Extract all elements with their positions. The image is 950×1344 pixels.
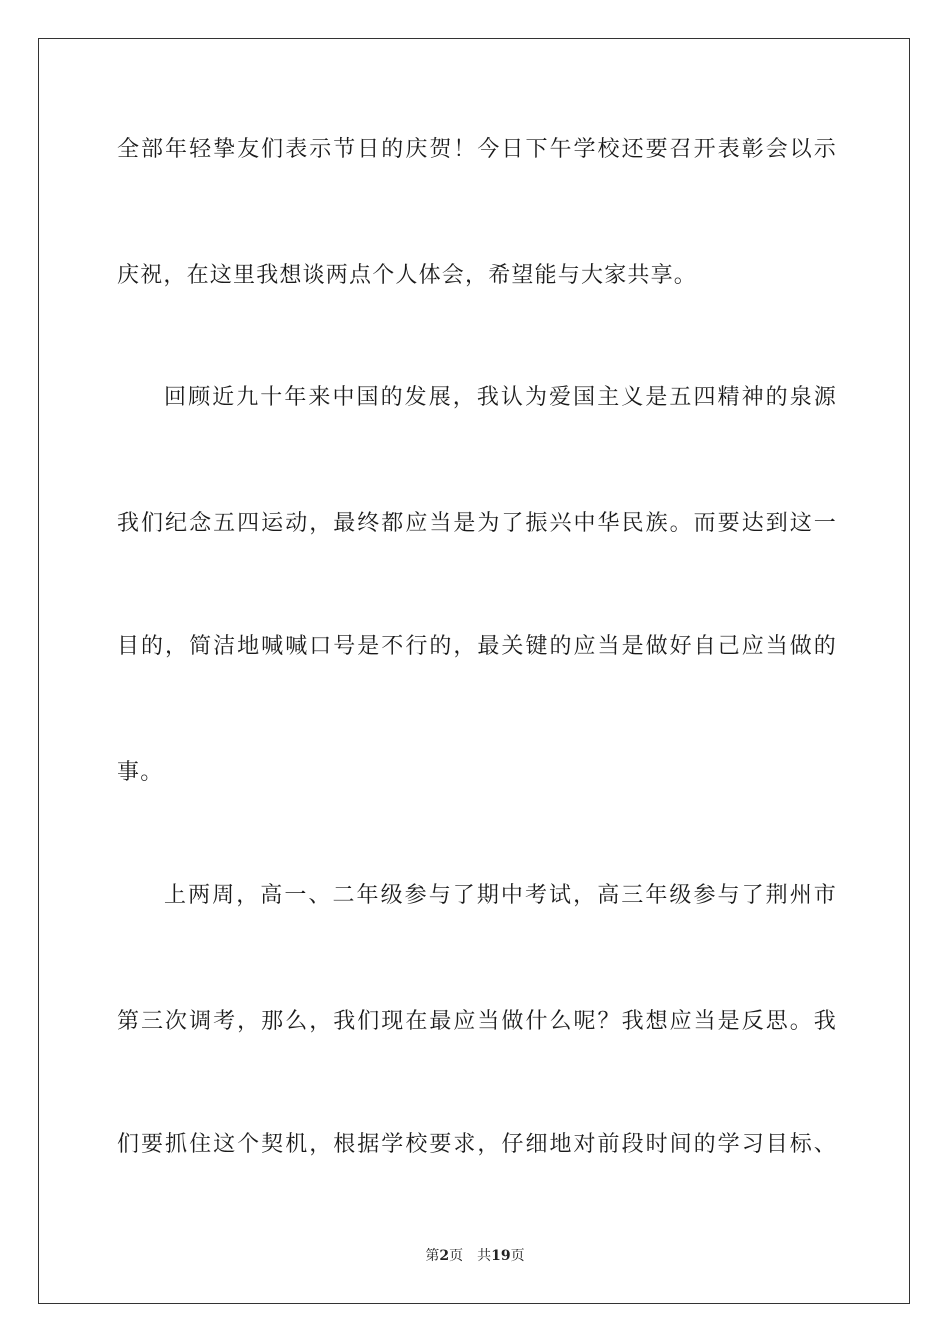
text-line-6: 事。 [117, 760, 164, 785]
page-suffix: 页 [449, 1248, 464, 1264]
text-line-2: 庆祝，在这里我想谈两点个人体会，希望能与大家共享。 [117, 263, 698, 288]
page-number: 2 [439, 1248, 450, 1264]
page-border [38, 38, 910, 1304]
text-line-9: 们要抓住这个契机，根据学校要求，仔细地对前段时间的学习目标、 [117, 1132, 837, 1157]
total-prefix: 共 [477, 1248, 492, 1264]
text-line-5: 目的，简洁地喊喊口号是不行的，最关键的应当是做好自己应当做的 [117, 634, 837, 659]
text-line-8: 第三次调考，那么，我们现在最应当做什么呢？我想应当是反思。我 [117, 1009, 837, 1034]
text-line-7: 上两周，高一、二年级参与了期中考试，高三年级参与了荆州市 [164, 883, 837, 908]
text-line-1: 全部年轻挚友们表示节日的庆贺！今日下午学校还要召开表彰会以示 [117, 137, 837, 162]
page-footer [0, 1247, 950, 1265]
text-line-3: 回顾近九十年来中国的发展，我认为爱国主义是五四精神的泉源 [164, 385, 837, 410]
total-suffix: 页 [510, 1248, 525, 1264]
page-prefix: 第 [425, 1248, 440, 1264]
total-pages: 19 [491, 1248, 511, 1264]
text-line-4: 我们纪念五四运动，最终都应当是为了振兴中华民族。而要达到这一 [117, 511, 837, 536]
